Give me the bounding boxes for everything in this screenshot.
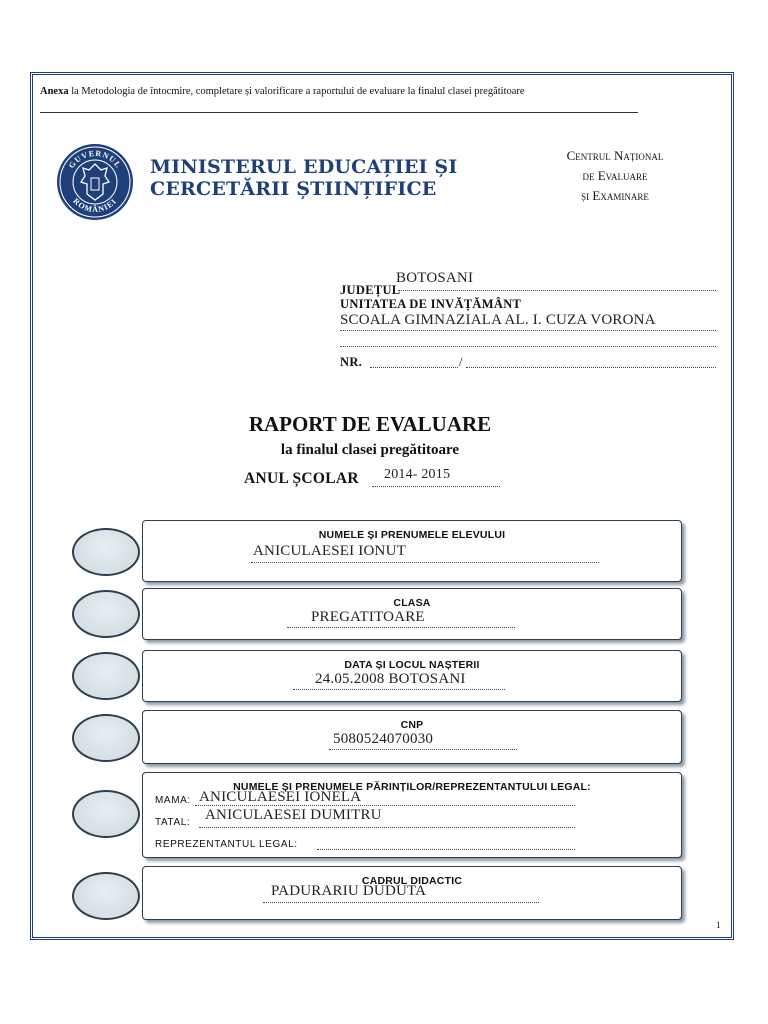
svg-text:ROMÂNIEI: ROMÂNIEI xyxy=(71,196,119,215)
school-year-value: 2014- 2015 xyxy=(384,467,451,482)
student-name-box xyxy=(142,520,682,582)
unitate-dotted-line-2 xyxy=(340,346,716,347)
nr-separator: / xyxy=(459,355,463,369)
teacher-dotted-line xyxy=(263,902,539,903)
row-marker-icon xyxy=(72,590,140,638)
unitate-value: SCOALA GIMNAZIALA AL. I. CUZA VORONA xyxy=(340,312,656,328)
class-row xyxy=(72,588,682,644)
nr-dotted-line-2 xyxy=(466,367,716,368)
svg-text:GUVERNUL: GUVERNUL xyxy=(66,148,124,171)
birth-dotted-line xyxy=(293,689,505,690)
birth-row xyxy=(72,650,682,706)
parents-box xyxy=(142,772,682,858)
teacher-box xyxy=(142,866,682,920)
unitate-label: UNITATEA DE INVĂȚĂMÂNT xyxy=(340,297,522,311)
page-number: 1 xyxy=(716,920,721,930)
report-subtitle: la finalul clasei pregătitoare xyxy=(280,442,460,458)
annex-underline xyxy=(40,112,638,113)
legal-representative-dotted-line xyxy=(317,849,575,850)
centru-national-name: Centrul Național de Evaluare și Examinare xyxy=(566,148,664,203)
cnp-row xyxy=(72,710,682,768)
school-year-label: ANUL ȘCOLAR xyxy=(244,470,359,487)
student-name-value: ANICULAESEI IONUT xyxy=(253,543,406,559)
mother-value: ANICULAESEI IONELA xyxy=(199,789,362,805)
cnp-dotted-line xyxy=(329,749,517,750)
row-marker-icon xyxy=(72,528,140,576)
birth-value: 24.05.2008 BOTOSANI xyxy=(315,671,466,687)
teacher-label: CADRUL DIDACTIC xyxy=(361,875,463,887)
class-label: CLASA xyxy=(393,597,431,609)
annex-note: Anexa la Metodologia de întocmire, completare și valorificare a raportului de evaluare la finalul clasei pregătitoare xyxy=(40,86,525,97)
mother-label: MAMA: xyxy=(155,795,191,806)
class-value: PREGATITOARE xyxy=(311,609,425,625)
birth-box xyxy=(142,650,682,702)
legal-representative-label: REPREZENTANTUL LEGAL: xyxy=(155,839,298,850)
student-name-label: NUMELE ȘI PRENUMELE ELEVULUI xyxy=(318,529,506,541)
teacher-row xyxy=(72,866,682,924)
cnp-value: 5080524070030 xyxy=(333,731,434,747)
parents-row xyxy=(72,772,682,862)
row-marker-icon xyxy=(72,872,140,920)
parents-label: NUMELE ȘI PRENUMELE PĂRINȚILOR/REPREZENTANTULUI LEGAL: xyxy=(233,781,591,793)
father-value: ANICULAESEI DUMITRU xyxy=(205,807,382,823)
cnp-label: CNP xyxy=(400,719,424,731)
row-marker-icon xyxy=(72,790,140,838)
nr-dotted-line xyxy=(370,367,458,368)
judet-dotted-line xyxy=(398,290,716,291)
cnp-box xyxy=(142,710,682,764)
government-crest-icon xyxy=(55,142,135,222)
birth-label: DATA ȘI LOCUL NAȘTERII xyxy=(344,659,480,671)
judet-value: BOTOSANI xyxy=(396,270,474,286)
row-marker-icon xyxy=(72,714,140,762)
school-year-dotted-line xyxy=(372,486,500,487)
class-dotted-line xyxy=(287,627,515,628)
nr-label: NR. xyxy=(340,355,363,369)
student-name-dotted-line xyxy=(251,562,599,563)
row-marker-icon xyxy=(72,652,140,700)
judet-label: JUDEȚUL xyxy=(340,283,401,297)
father-label: TATAL: xyxy=(155,817,191,828)
class-box xyxy=(142,588,682,640)
unitate-dotted-line xyxy=(340,330,716,331)
report-title: RAPORT DE EVALUARE xyxy=(248,412,492,436)
ministry-name: MINISTERUL EDUCAȚIEI ȘI CERCETĂRII ȘTIINȚIFICE xyxy=(150,156,458,200)
student-name-row xyxy=(72,520,682,586)
father-dotted-line xyxy=(199,827,575,828)
mother-dotted-line xyxy=(195,805,575,806)
teacher-value: PADURARIU DUDUTA xyxy=(271,883,427,899)
